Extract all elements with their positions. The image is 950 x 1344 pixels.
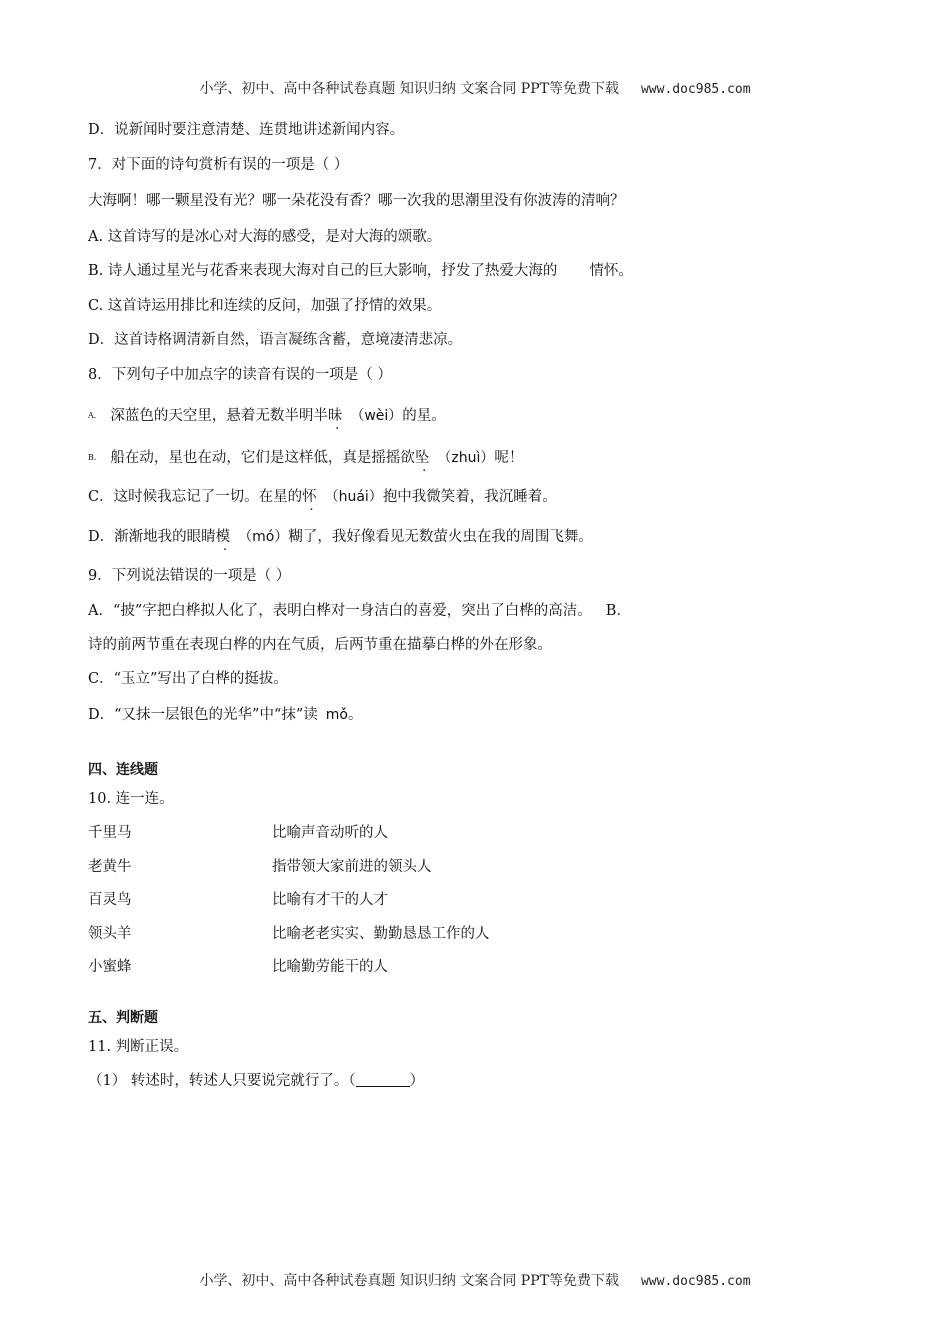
q8-option-b: [88, 448, 523, 468]
q8-c-dotted-char: 怀: [302, 489, 317, 505]
q11-item-1-text: （1） 转述时，转述人只要说完就行了。（: [88, 1073, 356, 1089]
q10-right-item: 比喻有才干的人才: [272, 892, 388, 908]
q10-row: [88, 890, 132, 910]
q6-option-d: D．说新闻时要注意清楚、连贯地讲述新闻内容。: [88, 122, 405, 138]
q8-option-a: [88, 406, 446, 426]
q9-option-d: [88, 705, 362, 725]
q9-a-text: A．“披”字把白桦拟人化了，表明白桦对一身洁白的喜爱，突出了白桦的高洁。: [88, 603, 592, 619]
q8-b-dotted-char: 坠: [414, 450, 430, 466]
q10-left-item: 千里马: [88, 825, 132, 841]
q9-option-c: C．“玉立”写出了白桦的挺拔。: [88, 671, 288, 687]
q8-c-post: 抱中我微笑着，我沉睡着。: [382, 489, 557, 505]
page-footer: [0, 1270, 950, 1290]
q7-stem: 7．对下面的诗句赏析有误的一项是（ ）: [88, 157, 349, 173]
q10-left-item: 领头羊: [88, 926, 132, 942]
q8-stem: 8．下列句子中加点字的读音有误的一项是（ ）: [88, 367, 392, 383]
q10-row: [88, 823, 132, 843]
q8-d-dotted-char: 模: [215, 529, 231, 545]
footer-text: 小学、初中、高中各种试卷真题 知识归纳 文案合同 PPT等免费下载: [199, 1273, 619, 1289]
header-text: 小学、初中、高中各种试卷真题 知识归纳 文案合同 PPT等免费下载: [199, 81, 619, 97]
q10-right-item: 比喻老老实实、勤勤恳恳工作的人: [272, 926, 490, 942]
q9-option-a: [88, 601, 631, 621]
q8-option-c: [88, 487, 557, 507]
q8-a-pre: 深蓝色的天空里，悬着无数半明半: [110, 408, 328, 424]
q10-stem: 10. 连一连。: [88, 791, 174, 807]
q10-left-item: 小蜜蜂: [88, 959, 132, 975]
q8-option-d: [88, 527, 593, 547]
q7-option-a: A. 这首诗写的是冰心对大海的感受，是对大海的颂歌。: [88, 229, 442, 245]
q8-a-post: 的星。: [402, 408, 446, 424]
q10-right-item: 指带领大家前进的领头人: [272, 859, 432, 875]
q10-row: [88, 924, 132, 944]
q8-b-pre: 船在动，星也在动，它们是这样低，真是摇摇欲: [110, 450, 415, 466]
header-site: www.doc985.com: [640, 82, 751, 97]
q9-d-pinyin: mǒ: [325, 707, 348, 723]
section-heading-judgement: 五、判断题: [88, 1010, 158, 1026]
answer-blank[interactable]: [356, 1072, 410, 1087]
q8-a-label: A.: [88, 411, 97, 420]
q10-right-item: 比喻勤劳能干的人: [272, 959, 388, 975]
q7-option-b-tail: 情怀。: [589, 263, 633, 279]
q9-option-b: 诗的前两节重在表现白桦的内在气质，后两节重在描摹白桦的外在形象。: [88, 637, 552, 653]
q9-b-label: B．: [605, 603, 631, 619]
q8-a-dotted-char: 昧: [327, 408, 343, 424]
q10-right-item: 比喻声音动听的人: [272, 825, 388, 841]
q8-b-label: B.: [88, 453, 97, 462]
footer-site: www.doc985.com: [640, 1274, 751, 1289]
q8-d-pinyin: （mó）: [238, 529, 289, 545]
q10-row: [88, 957, 132, 977]
q7-option-b-text: B. 诗人通过星光与花香来表现大海对自己的巨大影响，抒发了热爱大海的: [88, 263, 558, 279]
q8-a-pinyin: （wèi）: [350, 408, 403, 424]
q9-d-pre: D．“又抹一层银色的光华”中“抹”读: [88, 707, 318, 723]
q11-item-1-close: ）: [409, 1073, 425, 1089]
q10-row: [88, 857, 132, 877]
q8-c-pre: C．这时候我忘记了一切。在星的: [88, 489, 303, 505]
q8-b-pinyin: （zhuì）: [437, 450, 495, 466]
q10-left-item: 老黄牛: [88, 859, 132, 875]
q8-d-post: 糊了，我好像看见无数萤火虫在我的周围飞舞。: [288, 529, 593, 545]
section-heading-matching: 四、连线题: [88, 762, 158, 778]
q10-left-item: 百灵鸟: [88, 892, 132, 908]
q7-poem: 大海啊！哪一颗星没有光？哪一朵花没有香？哪一次我的思潮里没有你波涛的清响？: [88, 193, 625, 209]
q11-stem: 11. 判断正误。: [88, 1039, 189, 1055]
q7-option-d: D．这首诗格调清新自然，语言凝练含蓄，意境凄清悲凉。: [88, 332, 463, 348]
q9-d-post: 。: [347, 707, 363, 723]
q8-b-post: 呢！: [494, 450, 524, 466]
page-header: [0, 78, 950, 98]
q7-option-c: C. 这首诗运用排比和连续的反问，加强了抒情的效果。: [88, 298, 442, 314]
q7-option-b: [88, 261, 633, 281]
q8-c-pinyin: （huái）: [324, 489, 383, 505]
q11-item-1: [88, 1071, 424, 1091]
q9-stem: 9．下列说法错误的一项是（ ）: [88, 568, 291, 584]
q8-d-pre: D．渐渐地我的眼睛: [88, 529, 216, 545]
